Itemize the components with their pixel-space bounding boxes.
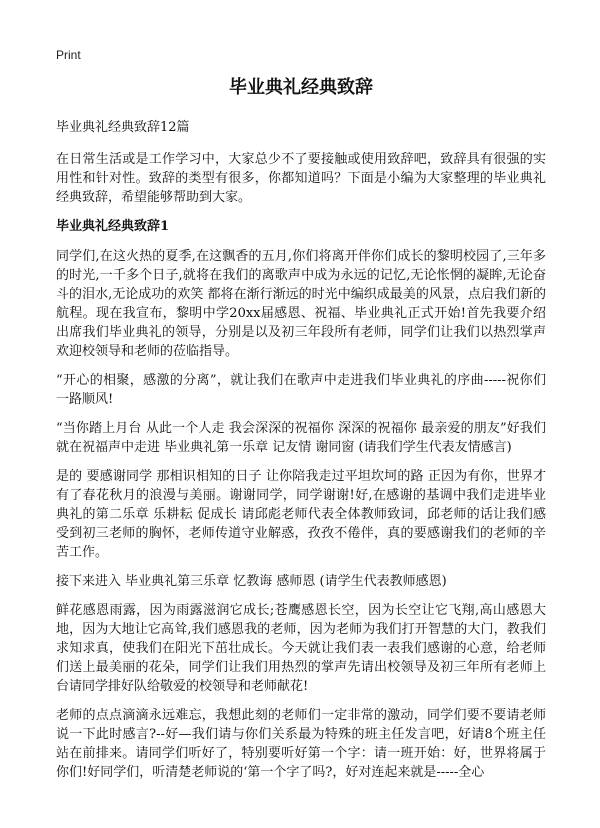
paragraph-7: 老师的点点滴滴永远难忘，我想此刻的老师们一定非常的激动，同学们要不要请老师说一下此时感言?--好—我们请与你们关系最为特殊的班主任发言吧，好请8个班主任站在前排来。请同学们听好了，特别要听好第一个字：请一班开始：好，世界将属于你们!好同学们，听清楚老师说的‘第一个字了吗?，好对连起来就是-----全心	[56, 708, 546, 780]
paragraph-4: 是的 要感谢同学 那相识相知的日子 让你陪我走过平坦坎坷的路 正因为有你，世界才有了春花秋月的浪漫与美丽。谢谢同学，同学谢谢!好,在感谢的基调中我们走进毕业典礼的第二乐章 乐耕耘 促成长 请邱彪老师代表全体教师致词，邱老师的话让我们感受到初三老师的胸怀，老师传道守业解惑，孜孜不倦伴，真的要感谢我们的老师的辛苦工作。	[56, 469, 546, 560]
print-link[interactable]: Print	[56, 48, 81, 62]
paragraph-1: 同学们,在这火热的夏季,在这飘香的五月,你们将离开伴你们成长的黎明校园了,三年多的时光,一千多个日子,就将在我们的离歌声中成为永远的记忆,无论怅惘的凝眸,无论奋斗的泪水,无论成功的欢笑 都将在渐行渐远的时光中编织成最美的风景，点启我们新的航程。现在我宣布，黎明中学20xx届感恩、祝福、毕业典礼正式开始!首先我要介绍出席我们毕业典礼的领导，分别是以及初三年段所有老师，同学们让我们以热烈掌声欢迎校领导和老师的莅临指导。	[56, 249, 546, 359]
document-body	[56, 74, 546, 792]
paragraph-5: 接下来进入 毕业典礼第三乐章 忆教诲 感师恩 (请学生代表教师感恩)	[56, 574, 447, 589]
page-title: 毕业典礼经典致辞	[229, 77, 373, 98]
paragraph-2: “开心的相聚，感激的分离”，就让我们在歌声中走进我们毕业典礼的序曲-----祝你们一路顺风!	[56, 373, 546, 407]
intro-paragraph: 在日常生活或是工作学习中，大家总少不了要接触或使用致辞吧，致辞具有很强的实用性和针对性。致辞的类型有很多，你都知道吗？下面是小编为大家整理的毕业典礼经典致辞，希望能够帮助到大家。	[56, 152, 546, 205]
section-heading: 毕业典礼经典致辞1	[56, 219, 170, 234]
page-subtitle: 毕业典礼经典致辞12篇	[56, 120, 190, 135]
paragraph-6: 鲜花感恩雨露，因为雨露滋润它成长;苍鹰感恩长空，因为长空让它飞翔,高山感恩大地，因为大地让它高耸,我们感恩我的老师，因为老师为我们打开智慧的大门，教我们求知求真，使我们在阳光下茁壮成长。今天就让我们表一表我们感谢的心意，给老师们送上最美丽的花朵，同学们让我们用热烈的掌声先请出校领导及初三年所有老师上台请同学排好队给敬爱的校领导和老师献花!	[56, 603, 546, 694]
paragraph-3: “当你踏上月台 从此一个人走 我会深深的祝福你 深深的祝福你 最亲爱的朋友”好我们就在祝福声中走进 毕业典礼第一乐章 记友情 谢同窗 (请我们学生代表友情感言)	[56, 421, 546, 455]
